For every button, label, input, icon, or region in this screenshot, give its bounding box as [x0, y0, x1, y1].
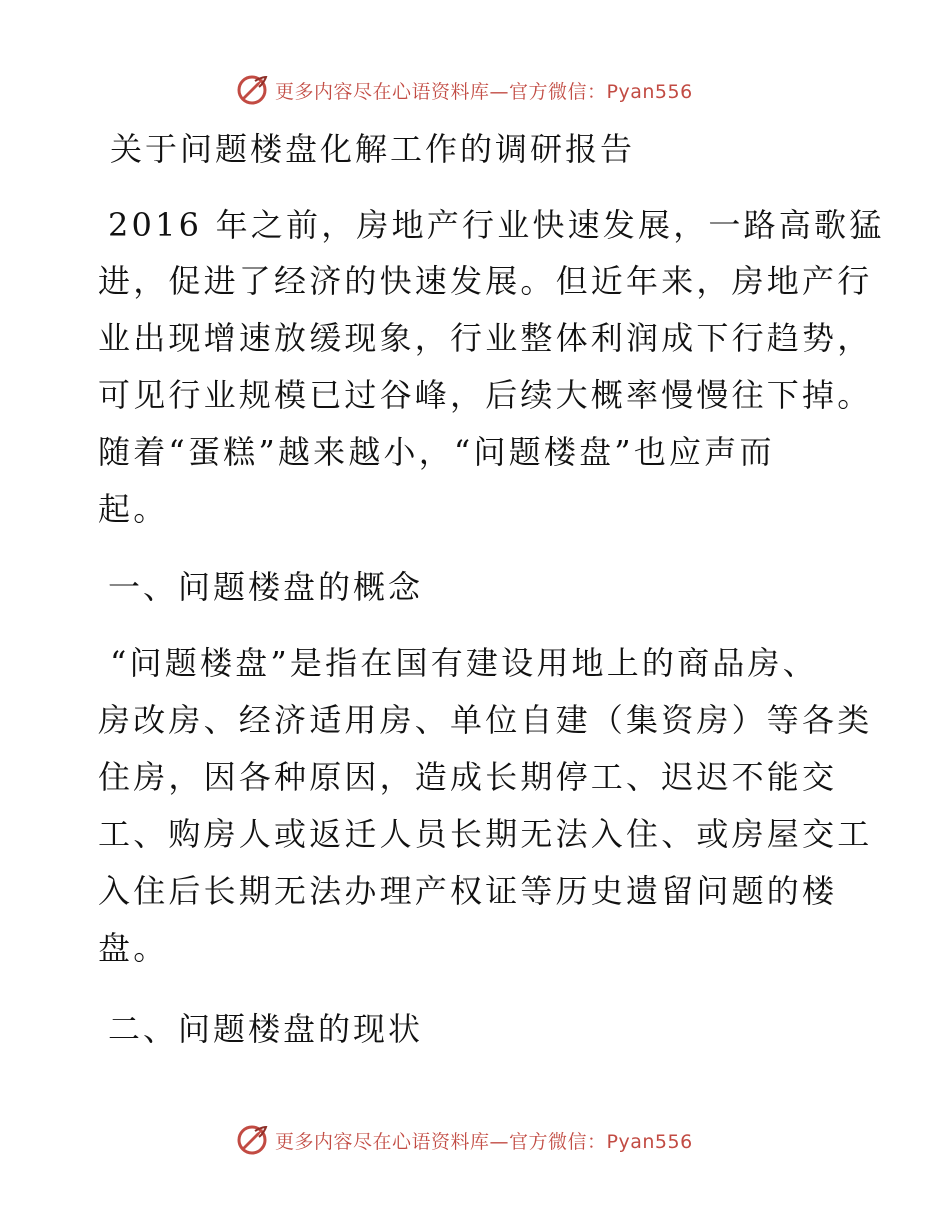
section2-heading: 二、问题楼盘的现状 — [108, 1010, 424, 1048]
section1-heading: 一、问题楼盘的概念 — [108, 568, 424, 606]
quill-pen-logo-icon — [235, 1123, 269, 1157]
section1-line-4: 工、购房人或返迁人员长期无法入住、或房屋交工 — [98, 815, 873, 853]
document-title: 关于问题楼盘化解工作的调研报告 — [110, 130, 636, 168]
intro-line-4: 可见行业规模已过谷峰，后续大概率慢慢往下掉。 — [98, 376, 873, 414]
intro-line-3: 业出现增速放缓现象，行业整体利润成下行趋势， — [98, 319, 873, 357]
intro-line-6: 起。 — [98, 490, 169, 528]
watermark-text: 更多内容尽在心语资料库—官方微信：Pyan556 — [275, 80, 693, 103]
section1-line-2: 房改房、经济适用房、单位自建（集资房）等各类 — [98, 701, 873, 739]
section1-line-3: 住房，因各种原因，造成长期停工、迟迟不能交 — [98, 758, 838, 796]
intro-line-1: 2016 年之前，房地产行业快速发展，一路高歌猛 — [108, 206, 885, 244]
header-watermark — [235, 72, 693, 108]
intro-line-2: 进，促进了经济的快速发展。但近年来，房地产行 — [98, 262, 873, 300]
watermark-text: 更多内容尽在心语资料库—官方微信：Pyan556 — [275, 1130, 693, 1153]
quill-pen-logo-icon — [235, 73, 269, 107]
footer-watermark — [235, 1122, 693, 1158]
section1-line-1: “问题楼盘”是指在国有建设用地上的商品房、 — [110, 644, 818, 682]
intro-line-5: 随着“蛋糕”越来越小，“问题楼盘”也应声而 — [98, 433, 775, 471]
section1-line-5: 入住后长期无法办理产权证等历史遗留问题的楼 — [98, 872, 838, 910]
section1-line-6: 盘。 — [98, 929, 169, 967]
